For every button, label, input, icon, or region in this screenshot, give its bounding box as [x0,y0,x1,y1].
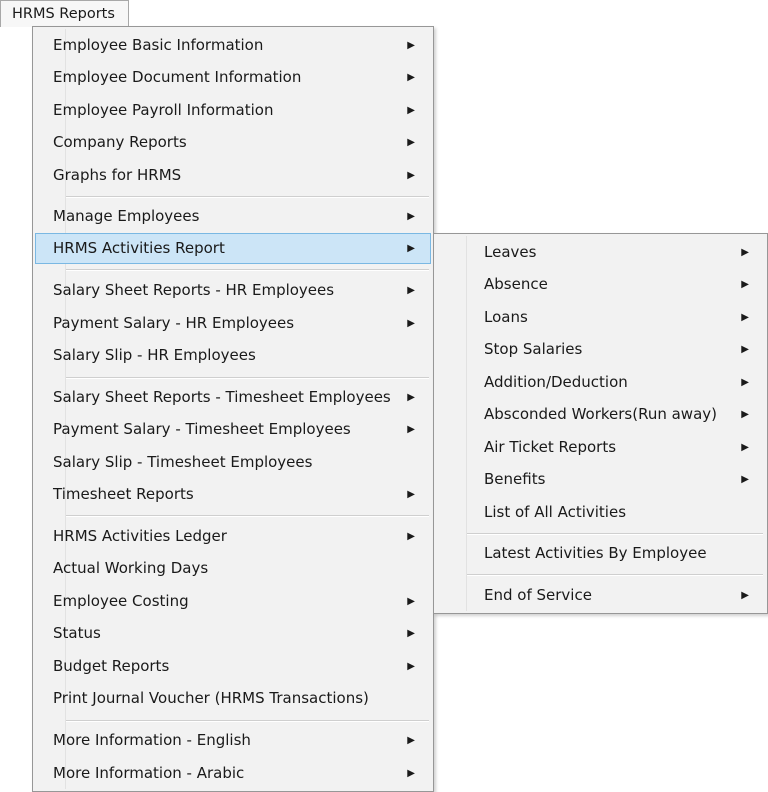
chevron-right-icon: ▶ [741,247,749,258]
chevron-right-icon: ▶ [741,344,749,355]
menu-item-timesheet-reports[interactable]: Timesheet Reports ▶ [53,485,415,503]
hrms-activities-report-submenu [433,233,768,614]
menu-item-payment-salary-timesheet[interactable]: Payment Salary - Timesheet Employees ▶ [53,420,415,438]
hrms-reports-menu [32,26,434,792]
chevron-right-icon: ▶ [407,531,415,542]
menu-item-employee-costing[interactable]: Employee Costing ▶ [53,592,415,610]
chevron-right-icon: ▶ [407,137,415,148]
menu-item-company-reports[interactable]: Company Reports ▶ [53,133,415,151]
submenu-item-absconded-workers[interactable]: Absconded Workers(Run away) ▶ [484,405,749,423]
menu-item-graphs-for-hrms[interactable]: Graphs for HRMS ▶ [53,166,415,184]
submenu-item-list-of-all-activities[interactable]: List of All Activities [484,503,627,521]
submenu-item-leaves[interactable]: Leaves ▶ [484,243,749,261]
menu-item-salary-sheet-reports-timesheet[interactable]: Salary Sheet Reports - Timesheet Employees ▶ [53,388,415,406]
chevron-right-icon: ▶ [407,596,415,607]
submenu-item-stop-salaries[interactable]: Stop Salaries ▶ [484,340,749,358]
menu-separator [66,515,429,517]
menu-separator [66,196,429,198]
chevron-right-icon: ▶ [741,409,749,420]
submenu-item-absence[interactable]: Absence ▶ [484,275,749,293]
chevron-right-icon: ▶ [407,628,415,639]
submenu-item-loans[interactable]: Loans ▶ [484,308,749,326]
menu-separator [66,377,429,379]
chevron-right-icon: ▶ [741,312,749,323]
menubar-tab-label: HRMS Reports [12,6,115,22]
chevron-right-icon: ▶ [407,211,415,222]
menu-item-hrms-activities-report[interactable]: HRMS Activities Report ▶ [35,233,431,264]
menu-item-manage-employees[interactable]: Manage Employees ▶ [53,207,415,225]
menu-item-print-journal-voucher[interactable]: Print Journal Voucher (HRMS Transactions) [53,689,369,707]
chevron-right-icon: ▶ [407,735,415,746]
chevron-right-icon: ▶ [407,318,415,329]
chevron-right-icon: ▶ [407,392,415,403]
menu-item-budget-reports[interactable]: Budget Reports ▶ [53,657,415,675]
chevron-right-icon: ▶ [741,442,749,453]
menu-separator [66,720,429,722]
submenu-item-air-ticket-reports[interactable]: Air Ticket Reports ▶ [484,438,749,456]
chevron-right-icon: ▶ [407,40,415,51]
menu-item-payment-salary-hr[interactable]: Payment Salary - HR Employees ▶ [53,314,415,332]
chevron-right-icon: ▶ [407,285,415,296]
menu-item-status[interactable]: Status ▶ [53,624,415,642]
menu-item-actual-working-days[interactable]: Actual Working Days [53,559,209,577]
chevron-right-icon: ▶ [407,424,415,435]
menu-item-employee-document-information[interactable]: Employee Document Information ▶ [53,68,415,86]
menu-item-salary-slip-hr[interactable]: Salary Slip - HR Employees [53,346,256,364]
chevron-right-icon: ▶ [407,105,415,116]
menu-separator [66,269,429,271]
submenu-item-addition-deduction[interactable]: Addition/Deduction ▶ [484,373,749,391]
chevron-right-icon: ▶ [407,72,415,83]
chevron-right-icon: ▶ [741,279,749,290]
menu-item-more-information-english[interactable]: More Information - English ▶ [53,731,415,749]
menu-item-salary-slip-timesheet[interactable]: Salary Slip - Timesheet Employees [53,453,313,471]
chevron-right-icon: ▶ [407,243,415,254]
chevron-right-icon: ▶ [407,768,415,779]
menu-item-hrms-activities-ledger[interactable]: HRMS Activities Ledger ▶ [53,527,415,545]
chevron-right-icon: ▶ [407,170,415,181]
chevron-right-icon: ▶ [741,377,749,388]
menu-separator [467,533,763,535]
menu-item-employee-payroll-information[interactable]: Employee Payroll Information ▶ [53,101,415,119]
menu-item-more-information-arabic[interactable]: More Information - Arabic ▶ [53,764,415,782]
submenu-item-benefits[interactable]: Benefits ▶ [484,470,749,488]
chevron-right-icon: ▶ [407,489,415,500]
chevron-right-icon: ▶ [741,590,749,601]
chevron-right-icon: ▶ [741,474,749,485]
menu-item-employee-basic-information[interactable]: Employee Basic Information ▶ [53,36,415,54]
chevron-right-icon: ▶ [407,661,415,672]
menu-item-salary-sheet-reports-hr[interactable]: Salary Sheet Reports - HR Employees ▶ [53,281,415,299]
menu-separator [467,574,763,576]
submenu-item-latest-activities-by-employee[interactable]: Latest Activities By Employee [484,544,707,562]
submenu-item-end-of-service[interactable]: End of Service ▶ [484,586,749,604]
menubar-tab-hrms-reports[interactable] [0,0,129,27]
